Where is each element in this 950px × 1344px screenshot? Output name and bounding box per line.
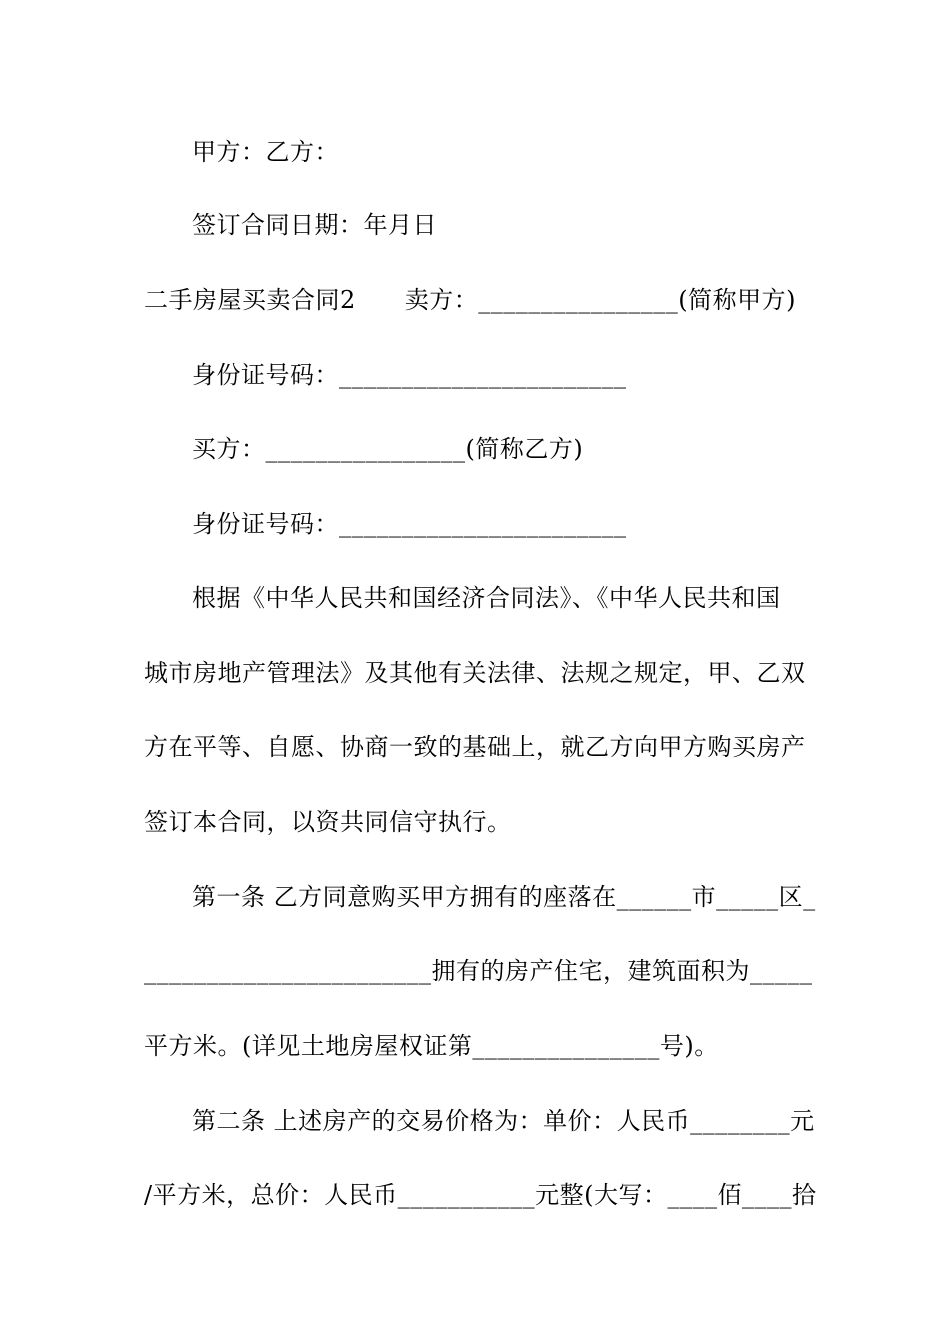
buyer-id-line: 身份证号码：_______________________ [192, 510, 627, 538]
article-1-line-2: _______________________拥有的房产住宅，建筑面积为_____ [144, 957, 813, 985]
contract-title-seller-line: 二手房屋买卖合同2 卖方：________________(简称甲方) [144, 286, 796, 314]
article-2-line-2: /平方米，总价：人民币___________元整(大写：____佰____拾 [144, 1181, 817, 1209]
buyer-line: 买方：________________(简称乙方) [192, 435, 584, 463]
article-1-line-1: 第一条 乙方同意购买甲方拥有的座落在______市_____区_ [192, 883, 816, 911]
preamble-line-4: 签订本合同，以资共同信守执行。 [144, 808, 512, 836]
seller-id-line: 身份证号码：_______________________ [192, 361, 627, 389]
preamble-line-1: 根据《中华人民共和国经济合同法》、《中华人民共和国 [192, 584, 781, 612]
party-line: 甲方：乙方： [192, 138, 339, 166]
article-2-line-1: 第二条 上述房产的交易价格为：单价：人民币________元 [192, 1107, 815, 1135]
preamble-line-3: 方在平等、自愿、协商一致的基础上，就乙方向甲方购买房产 [144, 733, 806, 761]
sign-date-line: 签订合同日期：年月日 [192, 211, 437, 239]
article-1-line-3: 平方米。(详见土地房屋权证第_______________号)。 [144, 1032, 719, 1060]
preamble-line-2: 城市房地产管理法》及其他有关法律、法规之规定，甲、乙双 [144, 659, 806, 687]
